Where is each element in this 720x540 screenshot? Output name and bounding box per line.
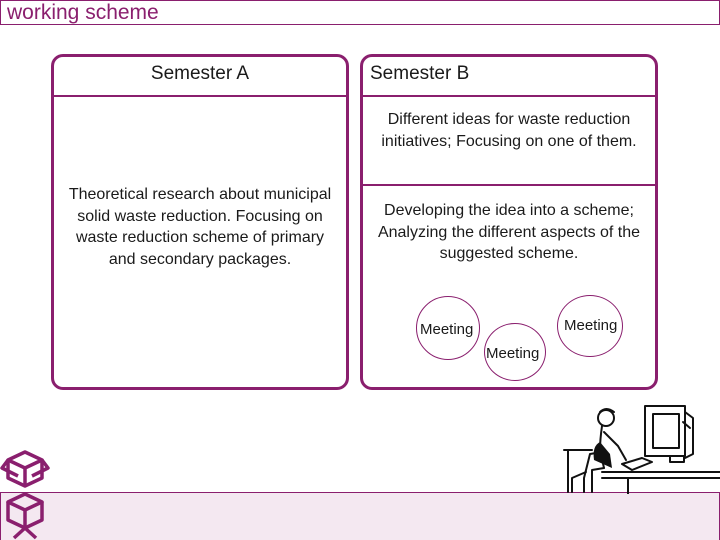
person-at-computer-icon (562, 398, 720, 494)
page-title: working scheme (7, 1, 159, 24)
meeting-circle-3 (484, 323, 546, 381)
meeting-circle-2 (557, 295, 623, 357)
semester-b-divider-middle (363, 184, 655, 186)
meeting-circle-1 (416, 296, 480, 360)
semester-a-divider (54, 95, 346, 97)
meeting-label-1: Meeting (420, 321, 474, 338)
box-logo-icon (0, 446, 50, 540)
semester-b-development: Developing the idea into a scheme; Analyzing the different aspects of the suggested scheme. (377, 202, 641, 262)
meeting-label-3: Meeting (486, 345, 540, 362)
semester-a-description: Theoretical research about municipal solid waste reduction. Focusing on waste reduction scheme of primary and secondary packages. (68, 186, 332, 268)
semester-b-ideas: Different ideas for waste reduction initiatives; Focusing on one of them. (381, 111, 637, 150)
semester-a-panel (51, 54, 349, 390)
semester-b-divider-top (363, 95, 655, 97)
footer-bar (0, 492, 720, 540)
title-bar (0, 0, 720, 25)
semester-b-heading: Semester B (370, 63, 470, 84)
semester-a-heading: Semester A (150, 63, 250, 84)
meeting-label-2: Meeting (564, 317, 618, 334)
